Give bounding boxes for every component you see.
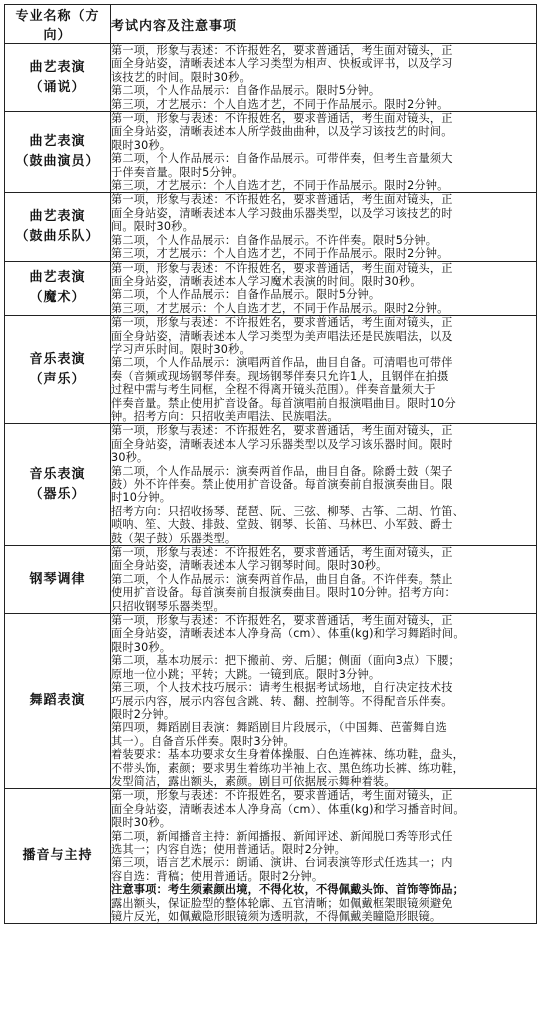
content-line: 面全身站姿，清晰表述本人学习魔术表演的时间。限时30秒。: [111, 274, 422, 288]
content-line: 原地一位小跳；平转；大跳。一镜到底。限时3分钟。: [111, 667, 381, 681]
content-line: 第一项，形象与表述：不许报姓名，要求普通话，考生面对镜头，正: [111, 614, 453, 628]
content-line: 第一项，形象与表述：不许报姓名，要求普通话，考生面对镜头，正: [111, 112, 453, 126]
content-line: 第三项，才艺展示：个人自选才艺，不同于作品展示。限时2分钟。: [111, 301, 449, 315]
content-line: 只招收钢琴乐器类型。: [111, 599, 225, 613]
major-name-cell: [5, 789, 111, 924]
exam-content-cell: [111, 614, 537, 789]
major-name-line: 曲艺表演: [29, 59, 86, 75]
content-line: 限时30秒。: [111, 816, 172, 830]
table-body: [5, 44, 537, 924]
content-line: 钟。招考方向：只招收美声唱法、民族唱法。: [111, 409, 339, 423]
exam-content-cell: [111, 424, 537, 546]
content-line: 第一项，形象与表述：不许报姓名，要求普通话，考生面对镜头，正: [111, 789, 453, 803]
major-name-line: 舞蹈表演: [29, 693, 86, 709]
major-name-cell: [5, 193, 111, 261]
content-line: 间。限时30秒。: [111, 220, 194, 234]
major-name-cell: [5, 261, 111, 316]
content-line: 第四项，舞蹈剧目表演：舞蹈剧目片段展示，（中国舞、芭蕾舞自选: [111, 721, 448, 735]
content-line: 过程中需与考生同框，全程不得离开镜头范围）。伴奏音量须大于: [111, 383, 436, 397]
content-line: 伴奏音量。禁止使用扩音设备。每首演唱前自报演唱曲目。限时10分: [111, 396, 456, 410]
exam-content-cell: [111, 789, 537, 924]
major-name-line: （魔术）: [29, 290, 86, 306]
content-line: 第一项，形象与表述：不许报姓名，要求普通话，考生面对镜头，正: [111, 546, 453, 560]
exam-content-cell: [111, 112, 537, 193]
content-line: 第二项，个人作品展示：演奏两首作品，曲目自备。不许伴奏。禁止: [111, 572, 453, 586]
content-line: 使用扩音设备。每首演奏前自报演奏曲目。限时10分钟。招考方向：: [111, 586, 456, 600]
content-line: 巧展示内容，展示内容包含跳、转、翻、控制等。不得配音乐伴奏。: [111, 694, 453, 708]
major-name-line: 音乐表演: [29, 466, 86, 482]
content-line: 注意事项：考生须素颜出境，不得化妆，不得佩戴头饰、首饰等饰品；: [111, 883, 465, 897]
content-line: 不带头饰，素颜；要求男生着练功半袖上衣、黑色练功长裤、练功鞋，: [111, 761, 465, 775]
major-name-cell: [5, 316, 111, 424]
content-line: 选其一；内容自选；使用普通话。限时2分钟。: [111, 842, 347, 856]
content-line: 第二项，基本功展示：把下搬前、旁、后腿；侧面（面向3点）下腰；: [111, 654, 460, 668]
major-name-line: （声乐）: [29, 371, 86, 387]
content-line: 限时30秒。: [111, 138, 172, 152]
exam-table: [4, 4, 537, 924]
content-line: 第二项，个人作品展示：自备作品展示。限时5分钟。: [111, 84, 381, 98]
content-line: 第一项，形象与表述：不许报姓名，要求普通话，考生面对镜头，正: [111, 193, 453, 207]
table-row: [5, 112, 537, 193]
content-line: 面全身站姿，清晰表述本人学习类型为美声唱法还是民族唱法，以及: [111, 329, 453, 343]
content-line: 鼓）外不许伴奏。禁止使用扩音设备。每首演奏前自报演奏曲目。限: [111, 478, 453, 491]
table-row: [5, 546, 537, 614]
content-line: 第三项，才艺展示：个人自选才艺，不同于作品展示。限时2分钟。: [111, 97, 449, 111]
major-name-line: 钢琴调律: [29, 571, 86, 587]
header-content: 考试内容及注意事项: [111, 5, 537, 44]
table-row: [5, 316, 537, 424]
exam-content-cell: [111, 546, 537, 614]
major-name-line: 播音与主持: [22, 848, 93, 864]
major-name-line: （鼓曲演员）: [15, 154, 100, 170]
content-line: 限时30秒。: [111, 640, 172, 654]
major-name-cell: [5, 614, 111, 789]
content-line: 面全身站姿，清晰表述本人学习鼓曲乐器类型，以及学习该技艺的时: [111, 206, 453, 220]
table-row: [5, 789, 537, 924]
content-line: 奏（音频或现场钢琴伴奏。现场钢琴伴奏只允许1人，且钢伴在拍摄: [111, 369, 449, 383]
major-name-line: 曲艺表演: [29, 208, 86, 224]
table-header-row: [5, 5, 537, 44]
content-line: 限时2分钟。: [111, 707, 176, 721]
content-line: 面全身站姿，清晰表述本人学习类型为相声、快板或评书，以及学习: [111, 57, 453, 71]
exam-content-cell: [111, 261, 537, 316]
content-line: 面全身站姿，清晰表述本人净身高（cm）、体重(kg)和学习舞蹈时间。: [111, 627, 465, 641]
content-line: 第一项，形象与表述：不许报姓名，要求普通话，考生面对镜头，正: [111, 44, 453, 57]
content-line: 30秒。: [111, 451, 149, 465]
content-line: 镜片反光，如佩戴隐形眼镜须为透明款，不得佩戴美瞳隐形眼镜。: [111, 910, 442, 923]
content-line: 第二项，个人作品展示：演奏两首作品，曲目自备。除爵士鼓（架子: [111, 464, 453, 478]
content-line: 其一）。自备音乐伴奏。限时3分钟。: [111, 734, 295, 748]
table-row: [5, 193, 537, 261]
content-line: 第一项，形象与表述：不许报姓名，要求普通话，考生面对镜头，正: [111, 261, 453, 275]
content-line: 面全身站姿，清晰表述本人学习乐器类型以及学习该乐器时间。限时: [111, 437, 453, 451]
header-major: 专业名称（方向）: [5, 5, 111, 44]
content-line: 第二项，新闻播音主持：新闻播报、新闻评述、新闻脱口秀等形式任: [111, 829, 453, 843]
content-line: 第二项，个人作品展示：自备作品展示。限时5分钟。: [111, 288, 381, 302]
major-name-cell: [5, 44, 111, 112]
major-name-line: 曲艺表演: [29, 134, 86, 150]
content-line: 第二项，个人作品展示：演唱两首作品，曲目自备。可清唱也可带伴: [111, 356, 453, 370]
content-line: 招考方向：只招收扬琴、琵琶、阮、三弦、柳琴、古筝、二胡、竹笛、: [111, 504, 465, 518]
exam-content-cell: [111, 316, 537, 424]
content-line: 该技艺的时间。限时30秒。: [111, 70, 251, 84]
content-line: 第一项，形象与表述：不许报姓名，要求普通话，考生面对镜头，正: [111, 424, 453, 438]
exam-content-cell: [111, 44, 537, 112]
table-row: [5, 44, 537, 112]
major-name-line: 音乐表演: [29, 351, 86, 367]
major-name-cell: [5, 112, 111, 193]
content-line: 于伴奏音量。限时5分钟。: [111, 165, 244, 179]
content-line: 学习声乐时间。限时30秒。: [111, 342, 251, 356]
table-row: [5, 424, 537, 546]
content-line: 时10分钟。: [111, 491, 172, 505]
table-row: [5, 614, 537, 789]
major-name-line: （鼓曲乐队）: [15, 228, 100, 244]
content-line: 唢呐、笙、大鼓、排鼓、堂鼓、钢琴、长笛、马林巴、小军鼓、爵士: [111, 518, 453, 532]
content-line: 鼓（架子鼓）乐器类型。: [111, 531, 237, 545]
content-line: 容自选：背稿；使用普通话。限时2分钟。: [111, 869, 324, 883]
content-line: 第二项，个人作品展示：自备作品展示。不许伴奏。限时5分钟。: [111, 233, 438, 247]
content-line: 面全身站姿，清晰表述本人学习钢琴时间。限时30秒。: [111, 559, 388, 573]
table-row: [5, 261, 537, 316]
major-name-line: 曲艺表演: [29, 270, 86, 286]
content-line: 第三项，个人技术技巧展示：请考生根据考试场地，自行决定技术技: [111, 681, 453, 695]
content-line: 露出额头，保证脸型的整体轮廓、五官清晰；如佩戴框架眼镜须避免: [111, 896, 453, 910]
exam-requirements-page: [4, 4, 536, 924]
content-line: 第三项，才艺展示：个人自选才艺，不同于作品展示。限时2分钟。: [111, 179, 449, 193]
content-line: 第三项，才艺展示：个人自选才艺，不同于作品展示。限时2分钟。: [111, 247, 449, 261]
content-line: 第一项，形象与表述：不许报姓名，要求普通话，考生面对镜头，正: [111, 316, 453, 330]
exam-content-cell: [111, 193, 537, 261]
content-line: 第三项，语言艺术展示：朗诵、演讲、台词表演等形式任选其一；内: [111, 856, 453, 870]
major-name-cell: [5, 546, 111, 614]
major-name-line: （器乐）: [29, 486, 86, 502]
content-line: 发型简洁，露出额头，素颜。剧目可依据展示舞种着装。: [111, 774, 396, 788]
major-name-cell: [5, 424, 111, 546]
content-line: 面全身站姿，清晰表述本人净身高（cm）、体重(kg)和学习播音时间。: [111, 802, 465, 816]
content-line: 第二项，个人作品展示：自备作品展示。可带伴奏，但考生音量须大: [111, 152, 453, 166]
content-line: 面全身站姿，清晰表述本人所学鼓曲曲种，以及学习该技艺的时间。: [111, 125, 453, 139]
major-name-line: （诵说）: [29, 79, 86, 95]
content-line: 着装要求：基本功要求女生身着体操服、白色连裤袜、练功鞋，盘头，: [111, 748, 465, 762]
